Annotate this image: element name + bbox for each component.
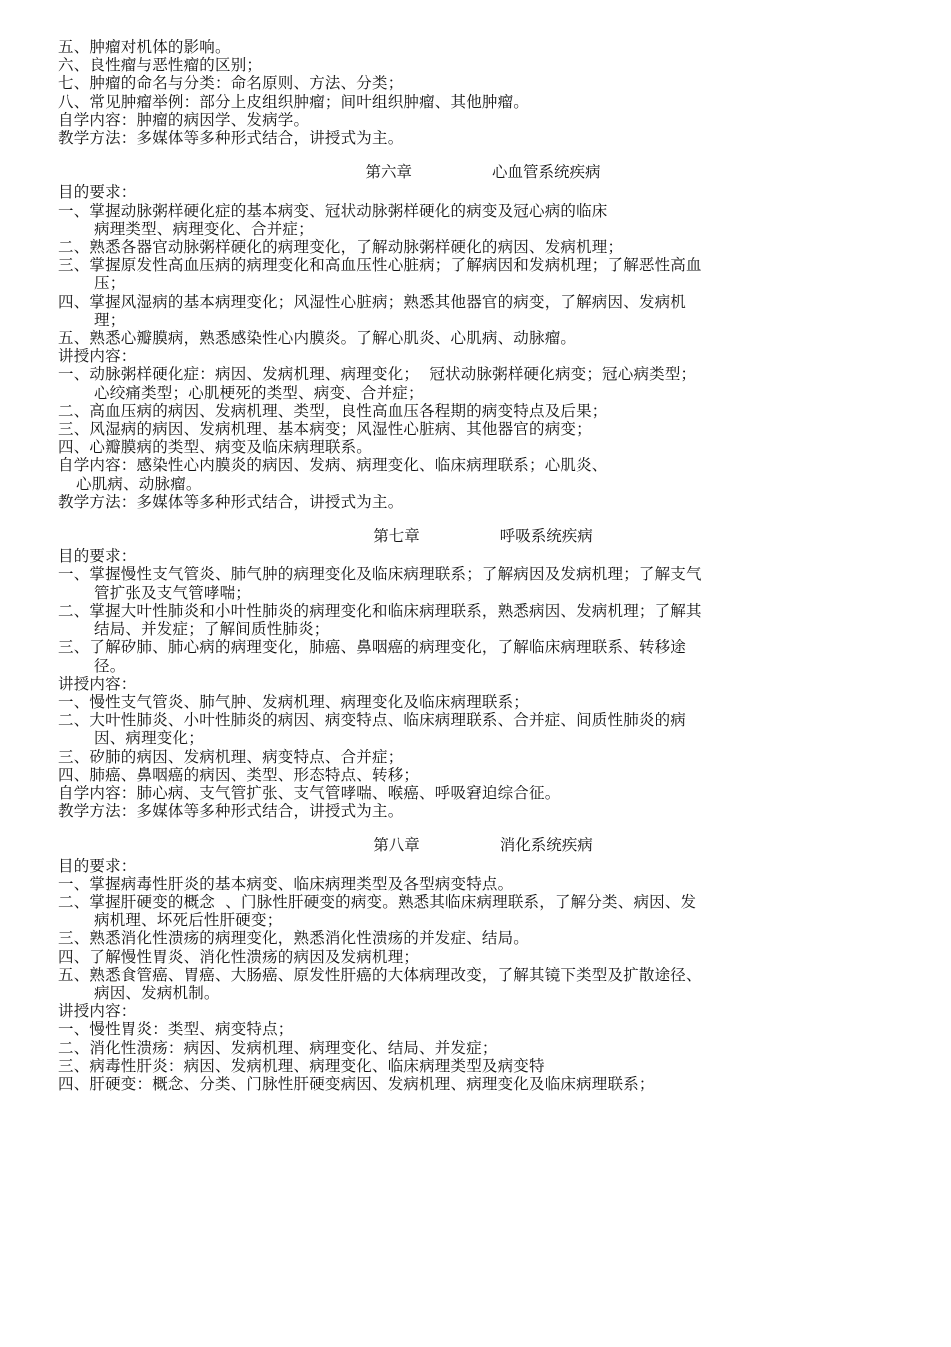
text-line: 三、熟悉消化性溃疡的病理变化，熟悉消化性溃疡的并发症、结局。: [58, 929, 530, 948]
text-line: 讲授内容：: [58, 347, 137, 366]
chapter7-body: [58, 547, 908, 820]
text-line: 二、掌握肝硬变的概念 、门脉性肝硬变的病变。熟悉其临床病理联系，了解分类、病因、发: [58, 892, 697, 911]
text-line: 二、消化性溃疡：病因、发病机理、病理变化、结局、并发症；: [58, 1038, 498, 1057]
chapter8-body: [58, 857, 908, 1094]
text-line: 三、了解矽肺、肺心病的病理变化，肺癌、鼻咽癌的病理变化，了解临床病理联系、转移途: [58, 638, 687, 657]
chapter6-heading: [58, 163, 908, 181]
chapter6-title: 心血管系统疾病: [492, 163, 601, 182]
text-line: 四、肝硬变：概念、分类、门脉性肝硬变病因、发病机理、病理变化及临床病理联系；: [58, 1074, 655, 1093]
document-body: [58, 38, 908, 1093]
text-line: 二、大叶性肺炎、小叶性肺炎的病因、病变特点、临床病理联系、合并症、间质性肺炎的病: [58, 711, 687, 730]
text-line: 一、慢性胃炎：类型、病变特点；: [58, 1020, 294, 1039]
chapter7-title: 呼吸系统疾病: [499, 527, 593, 546]
text-line: 八、常见肿瘤举例：部分上皮组织肿瘤；间叶组织肿瘤、其他肿瘤。: [58, 92, 530, 111]
text-line: 自学内容：感染性心内膜炎的病因、发病、病理变化、临床病理联系；心肌炎、: [58, 456, 608, 475]
text-line: 理；: [94, 310, 126, 329]
chapter8-title: 消化系统疾病: [499, 836, 593, 855]
text-line: 心绞痛类型；心肌梗死的类型、病变、合并症；: [94, 383, 424, 402]
text-line: 四、掌握风湿病的基本病理变化；风湿性心脏病；熟悉其他器官的病变，了解病因、发病机: [58, 292, 687, 311]
text-line: 三、掌握原发性高血压病的病理变化和高血压性心脏病；了解病因和发病机理；了解恶性高血: [58, 256, 702, 275]
text-line: 结局、并发症；了解间质性肺炎；: [94, 620, 330, 639]
text-line: 径。: [94, 656, 126, 675]
text-line: 教学方法：多媒体等多种形式结合，讲授式为主。: [58, 802, 404, 821]
text-line: 自学内容：肺心病、支气管扩张、支气管哮喘、喉癌、呼吸窘迫综合征。: [58, 783, 561, 802]
text-line: 目的要求：: [58, 547, 137, 566]
text-line: 讲授内容：: [58, 674, 137, 693]
text-line: 一、动脉粥样硬化症：病因、发病机理、病理变化； 冠状动脉粥样硬化病变；冠心病类型；: [58, 365, 697, 384]
text-line: 压；: [94, 274, 126, 293]
text-line: 二、掌握大叶性肺炎和小叶性肺炎的病理变化和临床病理联系，熟悉病因、发病机理；了解其: [58, 601, 702, 620]
chapter7-heading: [58, 527, 908, 545]
text-line: 一、掌握慢性支气管炎、肺气肿的病理变化及临床病理联系；了解病因及发病机理；了解支气: [58, 565, 702, 584]
text-line: 讲授内容：: [58, 1002, 137, 1021]
text-line: 三、矽肺的病因、发病机理、病变特点、合并症；: [58, 747, 404, 766]
intro-section: [58, 38, 908, 147]
text-line: 五、熟悉心瓣膜病，熟悉感染性心内膜炎。了解心肌炎、心肌病、动脉瘤。: [58, 329, 577, 348]
text-line: 病因、发病机制。: [94, 983, 220, 1002]
text-line: 七、肿瘤的命名与分类：命名原则、方法、分类；: [58, 74, 404, 93]
text-line: 四、了解慢性胃炎、消化性溃疡的病因及发病机理；: [58, 947, 420, 966]
text-line: 病机理、坏死后性肝硬变；: [94, 911, 283, 930]
text-line: 三、病毒性肝炎：病因、发病机理、病理变化、临床病理类型及病变特: [58, 1056, 545, 1075]
text-line: 一、慢性支气管炎、肺气肿、发病机理、病理变化及临床病理联系；: [58, 692, 530, 711]
text-line: 管扩张及支气管哮喘；: [94, 583, 252, 602]
text-line: 六、良性瘤与恶性瘤的区别；: [58, 56, 263, 75]
text-line: 病理类型、病理变化、合并症；: [94, 219, 314, 238]
chapter8-number: 第八章: [373, 836, 420, 855]
text-line: 教学方法：多媒体等多种形式结合，讲授式为主。: [58, 492, 404, 511]
text-line: 二、熟悉各器官动脉粥样硬化的病理变化，了解动脉粥样硬化的病因、发病机理；: [58, 238, 624, 257]
text-line: 四、心瓣膜病的类型、病变及临床病理联系。: [58, 438, 373, 457]
text-line: 三、风湿病的病因、发病机理、基本病变；风湿性心脏病、其他器官的病变；: [58, 420, 592, 439]
text-line: 四、肺癌、鼻咽癌的病因、类型、形态特点、转移；: [58, 765, 420, 784]
text-line: 心肌病、动脉瘤。: [76, 474, 202, 493]
text-line: 五、肿瘤对机体的影响。: [58, 38, 231, 56]
text-line: 目的要求：: [58, 856, 137, 875]
text-line: 因、病理变化；: [94, 729, 204, 748]
text-line: 目的要求：: [58, 183, 137, 202]
text-line: 教学方法：多媒体等多种形式结合，讲授式为主。: [58, 129, 404, 148]
chapter8-heading: [58, 836, 908, 854]
text-line: 一、掌握动脉粥样硬化症的基本病变、冠状动脉粥样硬化的病变及冠心病的临床: [58, 201, 608, 220]
text-line: 一、掌握病毒性肝炎的基本病变、临床病理类型及各型病变特点。: [58, 874, 514, 893]
text-line: 五、熟悉食管癌、胃癌、大肠癌、原发性肝癌的大体病理改变，了解其镜下类型及扩散途径、: [58, 965, 702, 984]
chapter6-number: 第六章: [365, 163, 412, 182]
text-line: 自学内容：肿瘤的病因学、发病学。: [58, 110, 310, 129]
text-line: 二、高血压病的病因、发病机理、类型，良性高血压各程期的病变特点及后果；: [58, 401, 608, 420]
chapter6-body: [58, 183, 908, 511]
chapter7-number: 第七章: [373, 527, 420, 546]
